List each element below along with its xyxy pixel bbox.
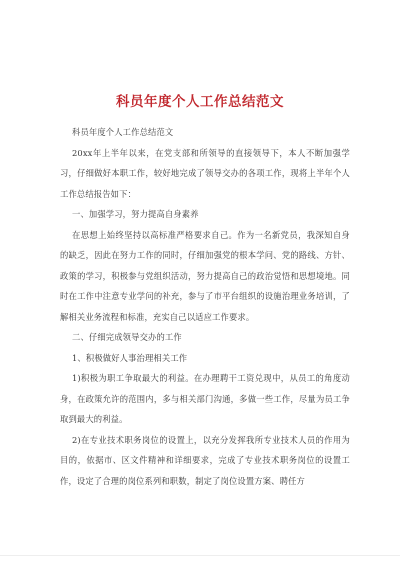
paragraph-item-1: 1)积极为职工争取最大的利益。在办理聘干工资兑现中，从员工的角度动身，在政策允许的范围内，多与相关部门沟通，多做一些工作，尽量为员工争取到最大的利益。 (60, 373, 350, 424)
paragraph-study: 在思想上始终坚持以高标准严格要求自己。作为一名新党员，我深知自身的缺乏，因此在努力工作的同时，仔细加强党的根本学问、党的路线、方针、政策的学习，积极参与党组织活动，努力提高自己的政治觉悟和思想境地。同时在工作中注意专业学问的补充，参与了市平台组织的设施治理业务培训，了解相关业务流程和标准，充实自己以适应工作要求。 (60, 229, 350, 322)
paragraph-item-2: 2)在专业技术职务岗位的设置上，以充分发挥我所专业技术人员的作用为目的，依据市、区文件精神和详细要求，完成了专业技术职务岗位的设置工作，设定了合理的岗位系列和职数，制定了岗位设置方案、聘任方 (60, 434, 350, 486)
paragraph-intro: 20xx年上半年以来，在党支部和所领导的直接领导下，本人不断加强学习，仔细做好本职工作，较好地完成了领导交办的各项工作，现将上半年个人工作总结报告如下： (60, 147, 350, 199)
section-heading-1: 一、加强学习，努力提高自身素养 (72, 209, 199, 219)
document-body (60, 122, 350, 491)
document-title: 科员年度个人工作总结范文 (116, 94, 284, 110)
paragraph-subtitle: 科员年度个人工作总结范文 (72, 127, 174, 137)
subsection-heading-1: 1、积极做好人事治理相关工作 (72, 352, 188, 363)
section-heading-2: 二、仔细完成领导交办的工作 (72, 332, 182, 342)
page-divider (0, 555, 400, 556)
